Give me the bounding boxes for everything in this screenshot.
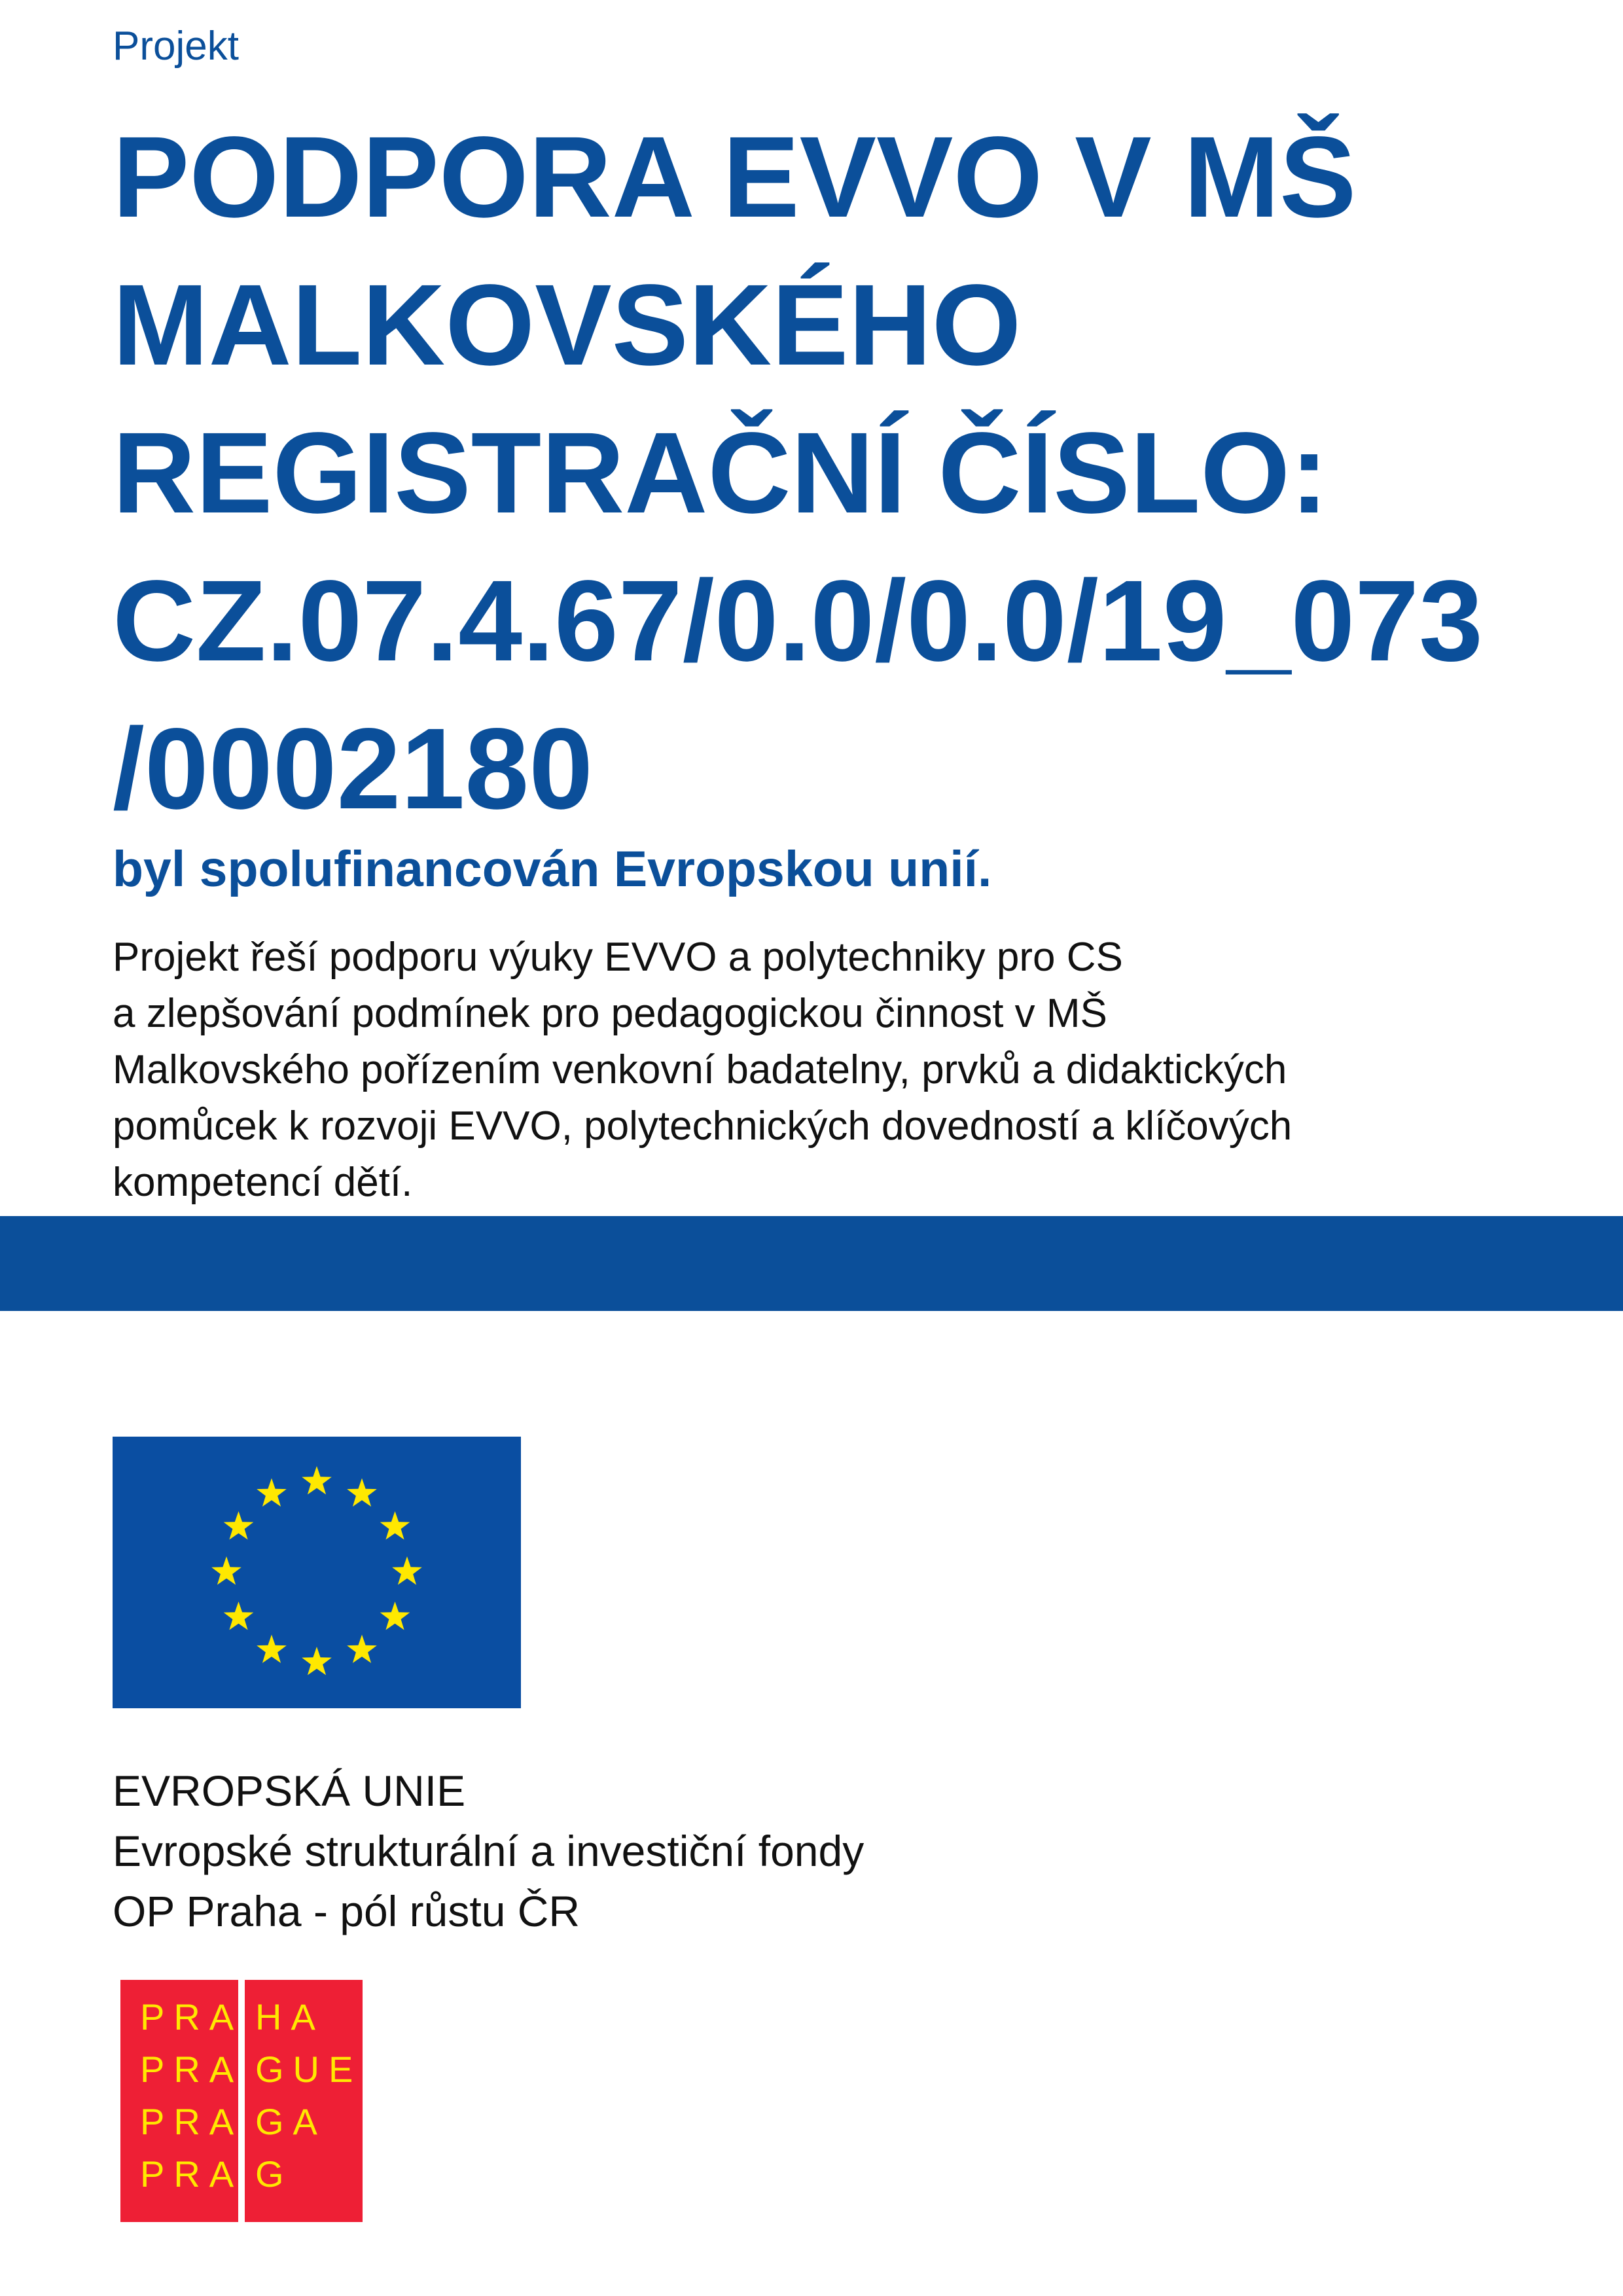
eu-line: OP Praha - pól růstu ČR xyxy=(113,1887,580,1935)
description-line: Malkovského pořízením venkovní badatelny, prvků a didaktických xyxy=(113,1047,1287,1092)
eu-flag-icon xyxy=(113,1437,521,1708)
eu-line: EVROPSKÁ UNIE xyxy=(113,1767,466,1815)
praha-logo-left-3: PRA xyxy=(140,2101,243,2142)
cofinanced-statement: byl spolufinancován Evropskou unií. xyxy=(113,841,992,897)
eu-line: Evropské strukturální a investiční fondy xyxy=(113,1827,865,1875)
description-line: pomůcek k rozvoji EVVO, polytechnických dovedností a klíčových xyxy=(113,1103,1293,1149)
project-label: Projekt xyxy=(113,24,239,69)
praha-logo-right-2: GUE xyxy=(255,2049,363,2090)
project-title xyxy=(113,103,1592,843)
title-line: PODPORA EVVO V MŠ xyxy=(113,113,1357,242)
praha-logo-right-1: HA xyxy=(255,1996,325,2037)
eu-text-block xyxy=(113,1761,864,1941)
praha-logo-right-4: G xyxy=(255,2153,293,2195)
praha-logo-left-2: PRA xyxy=(140,2049,243,2090)
description-line: a zlepšování podmínek pro pedagogickou činnost v MŠ xyxy=(113,991,1107,1036)
praha-logo-right-3: GA xyxy=(255,2101,327,2142)
praha-logo xyxy=(120,1980,363,2222)
praha-logo-left-1: PRA xyxy=(140,1996,243,2037)
description-line: Projekt řeší podporu výuky EVVO a polytechniky pro CS xyxy=(113,935,1123,980)
title-line: CZ.07.4.67/0.0/0.0/19_073 xyxy=(113,557,1484,685)
blue-divider-band xyxy=(0,1216,1623,1311)
title-line: MALKOVSKÉHO xyxy=(113,261,1022,389)
praha-logo-left-4: PRA xyxy=(140,2153,243,2195)
project-description xyxy=(113,929,1592,1211)
description-line: kompetencí dětí. xyxy=(113,1160,413,1205)
title-line: REGISTRAČNÍ ČÍSLO: xyxy=(113,409,1329,537)
title-line: /0002180 xyxy=(113,705,594,833)
